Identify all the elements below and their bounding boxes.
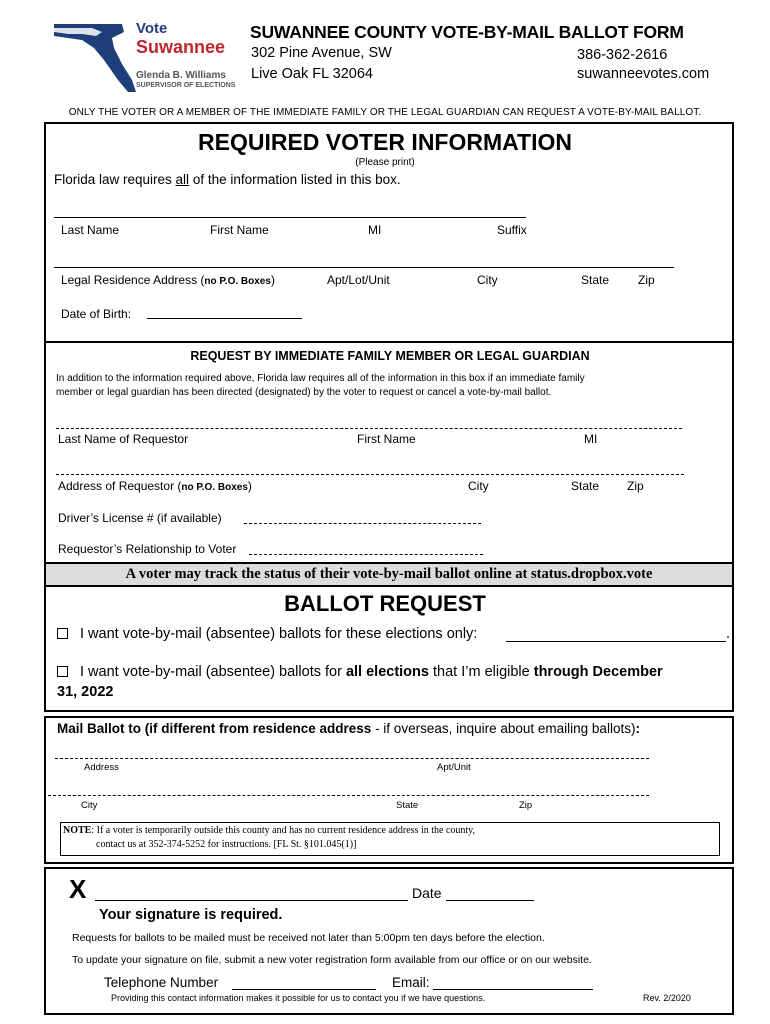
residence-line[interactable] (54, 267, 674, 268)
option-specific-elections (57, 626, 477, 642)
law-text-pre: Florida law requires (54, 172, 176, 187)
requestor-address-text: Address of Requestor ( (58, 479, 182, 493)
requestor-address-close: ) (247, 479, 252, 493)
requestor-zip-label: Zip (627, 479, 644, 493)
signature-x-mark: X (69, 874, 87, 904)
first-name-label: First Name (210, 223, 269, 237)
mail-apt-label: Apt/Unit (437, 762, 471, 773)
mail-zip-label: Zip (519, 800, 533, 811)
vote-suwannee-logo (52, 18, 240, 96)
logo-line1: Vote (136, 20, 168, 37)
drivers-license-label: Driver’s License # (if available) (58, 511, 222, 525)
last-name-label: Last Name (61, 223, 120, 237)
family-request-text-line2: member or legal guardian has been directed (designated) by the voter to request or cancel a vote-by-mail ballot. (56, 387, 552, 398)
requestor-city-label: City (468, 479, 489, 493)
apt-lot-unit-label: Apt/Lot/Unit (327, 273, 390, 287)
requestor-no-po-label: no P.O. Boxes (181, 482, 248, 493)
revision-label: Rev. 2/2020 (643, 993, 691, 1003)
deadline-text: Requests for ballots to be mailed must be received not later than 5:00pm ten days before the election. (72, 932, 545, 944)
note-label: NOTE (63, 825, 92, 836)
family-request-text-line1: In addition to the information required above, Florida law requires all of the information in this box if an immediate family (56, 373, 585, 384)
no-po-boxes-label: no P.O. Boxes (204, 276, 271, 287)
logo-name: Glenda B. Williams (136, 70, 226, 81)
option1-text: I want vote-by-mail (absentee) ballots for these elections only: (80, 626, 478, 642)
please-print-note: (Please print) (355, 157, 415, 168)
mail-address-line[interactable] (55, 758, 649, 759)
mail-to-heading-bold: Mail Ballot to (if different from residence address (57, 721, 372, 736)
suffix-label: Suffix (497, 223, 527, 237)
requestor-last-name-label: Last Name of Requestor (58, 432, 189, 446)
option2-bold1: all elections (345, 664, 429, 680)
mail-city-label: City (81, 800, 98, 811)
law-requirement-text (54, 172, 401, 187)
option2-line2: 31, 2022 (57, 684, 114, 700)
logo-line2: Suwannee (136, 37, 226, 57)
office-phone: 386-362-2616 (577, 47, 668, 63)
mi-label: MI (368, 223, 382, 237)
requestor-address-line[interactable] (56, 474, 684, 475)
form-title: SUWANNEE COUNTY VOTE-BY-MAIL BALLOT FORM (250, 22, 684, 42)
state-label: State (581, 273, 610, 287)
option-all-elections (57, 664, 663, 680)
overseas-note-line1 (63, 825, 475, 836)
email-field[interactable] (433, 989, 593, 990)
email-label: Email: (392, 975, 430, 990)
mail-city-line[interactable] (48, 795, 649, 796)
overseas-note-line2: contact us at 352-374-5252 for instructions. [FL St. §101.045(1)] (96, 839, 357, 850)
residence-label-text: Legal Residence Address ( (61, 273, 205, 287)
signature-required-text: Your signature is required. (99, 907, 283, 923)
office-address-line2: Live Oak FL 32064 (251, 66, 373, 82)
relationship-label: Requestor’s Relationship to Voter (58, 542, 237, 556)
mail-state-label: State (396, 800, 419, 811)
mail-to-heading-rest: - if overseas, inquire about emailing ballots) (371, 721, 636, 736)
option2-mid: that I’m eligible (428, 664, 534, 680)
mail-to-heading (57, 721, 640, 736)
telephone-label: Telephone Number (104, 975, 219, 990)
requestor-mi-label: MI (584, 432, 598, 446)
requestor-address-label (58, 479, 252, 493)
logo-role: SUPERVISOR OF ELECTIONS (136, 82, 236, 89)
date-of-birth-field[interactable] (147, 318, 302, 319)
mail-to-heading-colon: : (635, 721, 640, 736)
date-of-birth-label: Date of Birth: (61, 307, 132, 321)
option2-pre: I want vote-by-mail (absentee) ballots for (80, 664, 346, 680)
requestor-name-line[interactable] (56, 428, 682, 429)
name-line[interactable] (54, 217, 526, 218)
drivers-license-field[interactable] (244, 523, 481, 524)
requestor-state-label: State (571, 479, 600, 493)
voter-info-heading: REQUIRED VOTER INFORMATION (198, 129, 572, 155)
telephone-field[interactable] (232, 989, 376, 990)
option1-period: . (726, 626, 731, 642)
relationship-field[interactable] (249, 554, 483, 555)
note-line1-text: : If a voter is temporarily outside this county and has no current residence address in the county, (91, 825, 476, 836)
mail-address-label: Address (84, 762, 119, 773)
family-request-heading: REQUEST BY IMMEDIATE FAMILY MEMBER OR LEGAL GUARDIAN (190, 349, 590, 363)
date-label: Date (412, 885, 442, 901)
update-signature-text: To update your signature on file, submit a new voter registration form available from our office or on our website. (72, 954, 592, 966)
signature-date-field[interactable] (446, 900, 534, 901)
law-text-post: of the information listed in this box. (189, 172, 401, 187)
residence-label-close: ) (270, 273, 275, 287)
requestor-first-name-label: First Name (357, 432, 416, 446)
city-label: City (477, 273, 498, 287)
specific-elections-checkbox[interactable] (57, 628, 68, 639)
law-text-all: all (175, 172, 190, 187)
contact-info-note: Providing this contact information makes it possible for us to contact you if we have questions. (111, 993, 486, 1003)
all-elections-checkbox[interactable] (57, 666, 68, 677)
signature-field[interactable] (95, 900, 408, 901)
residence-address-label (61, 273, 275, 287)
ballot-request-heading: BALLOT REQUEST (284, 591, 486, 616)
option2-bold2: through December (533, 664, 663, 680)
office-address-line1: 302 Pine Avenue, SW (251, 45, 392, 61)
eligibility-notice: ONLY THE VOTER OR A MEMBER OF THE IMMEDIATE FAMILY OR THE LEGAL GUARDIAN CAN REQUEST A VOTE-BY-MAIL BALLOT. (68, 107, 702, 118)
specific-elections-field[interactable] (506, 641, 726, 642)
office-website: suwanneevotes.com (577, 66, 710, 82)
tracking-banner: A voter may track the status of their vote-by-mail ballot online at status.dropbox.vote (44, 562, 734, 587)
zip-label: Zip (638, 273, 655, 287)
